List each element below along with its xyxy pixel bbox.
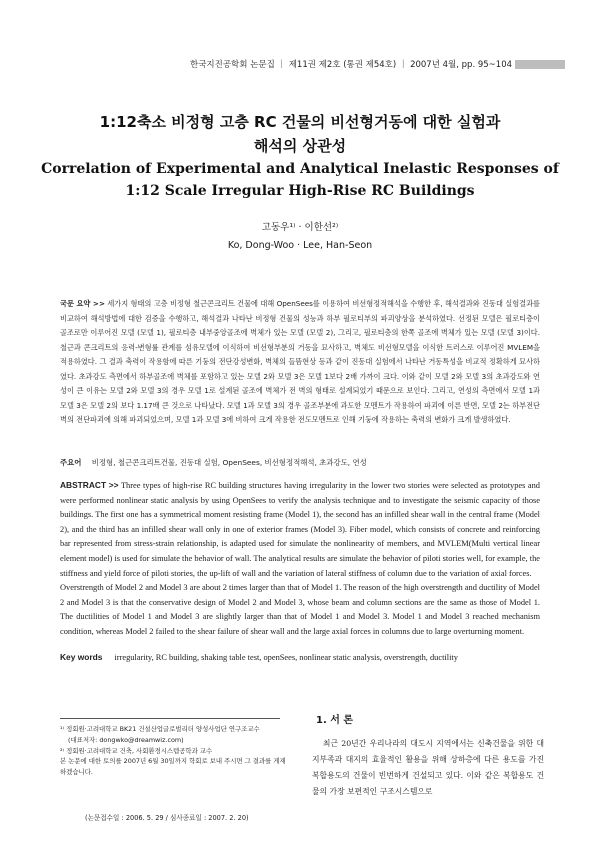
english-keywords-label: Key words — [60, 652, 103, 662]
header-decoration-bar — [515, 60, 565, 69]
journal-citation: 한국지진공학회 논문집 ｜ 제11권 제2호 (통권 제54호) ｜ 2007년 4월, pp. 95~104 — [190, 60, 513, 70]
english-abstract-text1: Three types of high-rise RC building structures having irregularity in the lower two stories were selected as prototypes and were performed nonlinear static analysis by using OpenSees to verify the analysis technique and to investigate the seismic capacity of those buildings. The first one has a symmetrical moment resisting frame (Model 1), the second has an infilled shear wall in the central frame (Model 2), and the third has an infilled shear wall only in one of exterior frames (Model 3). Fiber model, which consists of concrete and reinforcing bar represented from stress-strain relationship, is adapted used for simulate the nonlinearity of members, and MVLEM(Multi vertical linear element model) is used for simulate the behavior of wall. The analytical results are simulate the behavior of piloti stories well, for example, the stiffness and yield force of piloti stories, the up-lift of wall and the variation of lateral stiffness of column due to the variation of axial forces. — [60, 481, 540, 578]
english-keywords-text: irregularity, RC building, shaking table test, openSees, nonlinear static analysis, overstrength, ductility — [114, 653, 458, 662]
korean-abstract-text: 세가지 형태의 고층 비정형 철근콘크리트 건물에 대해 OpenSees를 이용하여 비선형정적해석을 수행한 후, 해석결과와 진동대 실험결과를 비교하여 해석방법에 대한 검증을 수행하고, 해석결과 나타난 비정형 건물의 성능과 하부 필로티부의 파괴양상을 분석하였다. 선정된 모델은 필로티층이 골조로만 이루어진 모델 (모델 1), 필로티층 내부중앙골조에 벽체가 있는 모델 (모델 2), 그리고, 필로티층의 한쪽 골조에 벽체가 있는 모델 (모델 3)이다. 철근과 콘크리트의 응력-변형률 관계를 섬유모델에 이식하여 비선형부분의 거동을 묘사하고, 벽체도 비선형모델을 이식한 트러스로 이루어진 MVLEM을 적용하였다. 그 결과 축력이 작용함에 따른 기둥의 전단강성변화, 벽체의 들뜸현상 등과 같이 진동대 실험에서 나타난 거동특성을 비교적 정확하게 묘사하였다. 초과강도 측면에서 하부골조에 벽체를 포함하고 있는 모델 2와 모델 3은 모델 1보다 2배 가까이 크다. 이와 같이 모델 2와 모델 3의 초과강도와 연성이 큰 이유는 모델 2와 모델 3의 경우 모델 1로 설계된 골조에 벽체가 전 벽의 형태로 설계되었기 때문으로 보인다. 그리고, 연성의 측면에서 모델 1과 모델 3은 모델 2의 보다 1.17배 큰 것으로 나타났다. 모델 1과 모델 3의 경우 골조부분에 과도한 모멘트가 작용하여 파괴에 이른 반면, 모델 2는 하부전단벽의 전단파괴에 의해 파괴되었으며, 모델 1과 모델 3에 비하여 크게 작용한 전도모멘트로 인해 기둥에 작용하는 축력의 변화가 크게 발생하였다. — [60, 299, 540, 424]
authors-english: Ko, Dong-Woo · Lee, Han-Seon — [227, 240, 373, 251]
english-keywords — [60, 652, 540, 662]
korean-title-line1: 1:12축소 비정형 고층 RC 건물의 비선형거동에 대한 실험과 — [99, 113, 501, 131]
footnote-author1-email: (대표저자: dongwko@dreamwiz.com) — [68, 735, 184, 744]
footnote-divider — [60, 718, 280, 719]
footnotes — [60, 724, 290, 778]
received-dates: (논문접수일 : 2006. 5. 29 / 심사종료일 : 2007. 2. 20) — [85, 814, 249, 822]
footnote-author2: ²⁾ 정회원·고려대학교 건축, 사회환경시스템공학과 교수 — [60, 746, 213, 755]
journal-header — [190, 58, 565, 70]
section-introduction-title: 1. 서 론 — [316, 715, 354, 726]
footnote-author1: ¹⁾ 정회원·고려대학교 BK21 건설산업글로벌리더 양성사업단 연구조교수 — [60, 725, 260, 733]
english-title-line1: Correlation of Experimental and Analytical Inelastic Responses of — [41, 161, 559, 177]
korean-title — [0, 110, 600, 158]
english-abstract-label: ABSTRACT >> — [60, 480, 119, 490]
english-abstract-paragraph1 — [60, 478, 540, 581]
korean-abstract-label: 국문 요약 >> — [60, 299, 105, 308]
authors-korean: 고동우¹⁾ · 이한선²⁾ — [261, 222, 339, 233]
introduction-text: 최근 20년간 우리나라의 대도시 지역에서는 신축건물을 위한 대지부족과 대지의 효율적인 활용을 위해 상하층에 다른 용도를 가진 복합용도의 건물이 빈번하게 건설되고 있다. 이와 같은 복합용도 건물의 가장 보편적인 구조시스템으로 — [312, 739, 544, 796]
english-title — [0, 158, 600, 202]
english-abstract-paragraph2: Overstrength of Model 2 and Model 3 are about 2 times larger than that of Model 1. The reason of the high overstrength and ductility of Model 2 and Model 3 is that the conservative design of Model 2 and Model 3, whose beam and column sections are the same as those of Model 1. The ductilities of Model 1 and Model 3 are slightly larger than that of Model 1 and Model 3. Model 1 and Model 3 reached mechanism condition, whereas Model 2 failed to the shear failure of shear wall and the large axial forces in columns due to large overturning moment. — [60, 583, 540, 636]
korean-keywords — [60, 457, 540, 468]
korean-keywords-text: 비정형, 철근콘크리트건물, 진동대 실험, OpenSees, 비선형정적해석, 초과강도, 연성 — [91, 458, 367, 467]
english-abstract — [60, 478, 540, 640]
footnote-discussion: 본 논문에 대한 토의를 2007년 6월 30일까지 학회로 보내 주시면 그 결과를 게재하겠습니다. — [60, 757, 286, 777]
english-title-line2: 1:12 Scale Irregular High-Rise RC Buildings — [125, 183, 475, 199]
korean-keywords-label: 주요어 — [60, 458, 82, 467]
korean-title-line2: 해석의 상관성 — [253, 137, 347, 155]
korean-abstract — [60, 297, 540, 428]
